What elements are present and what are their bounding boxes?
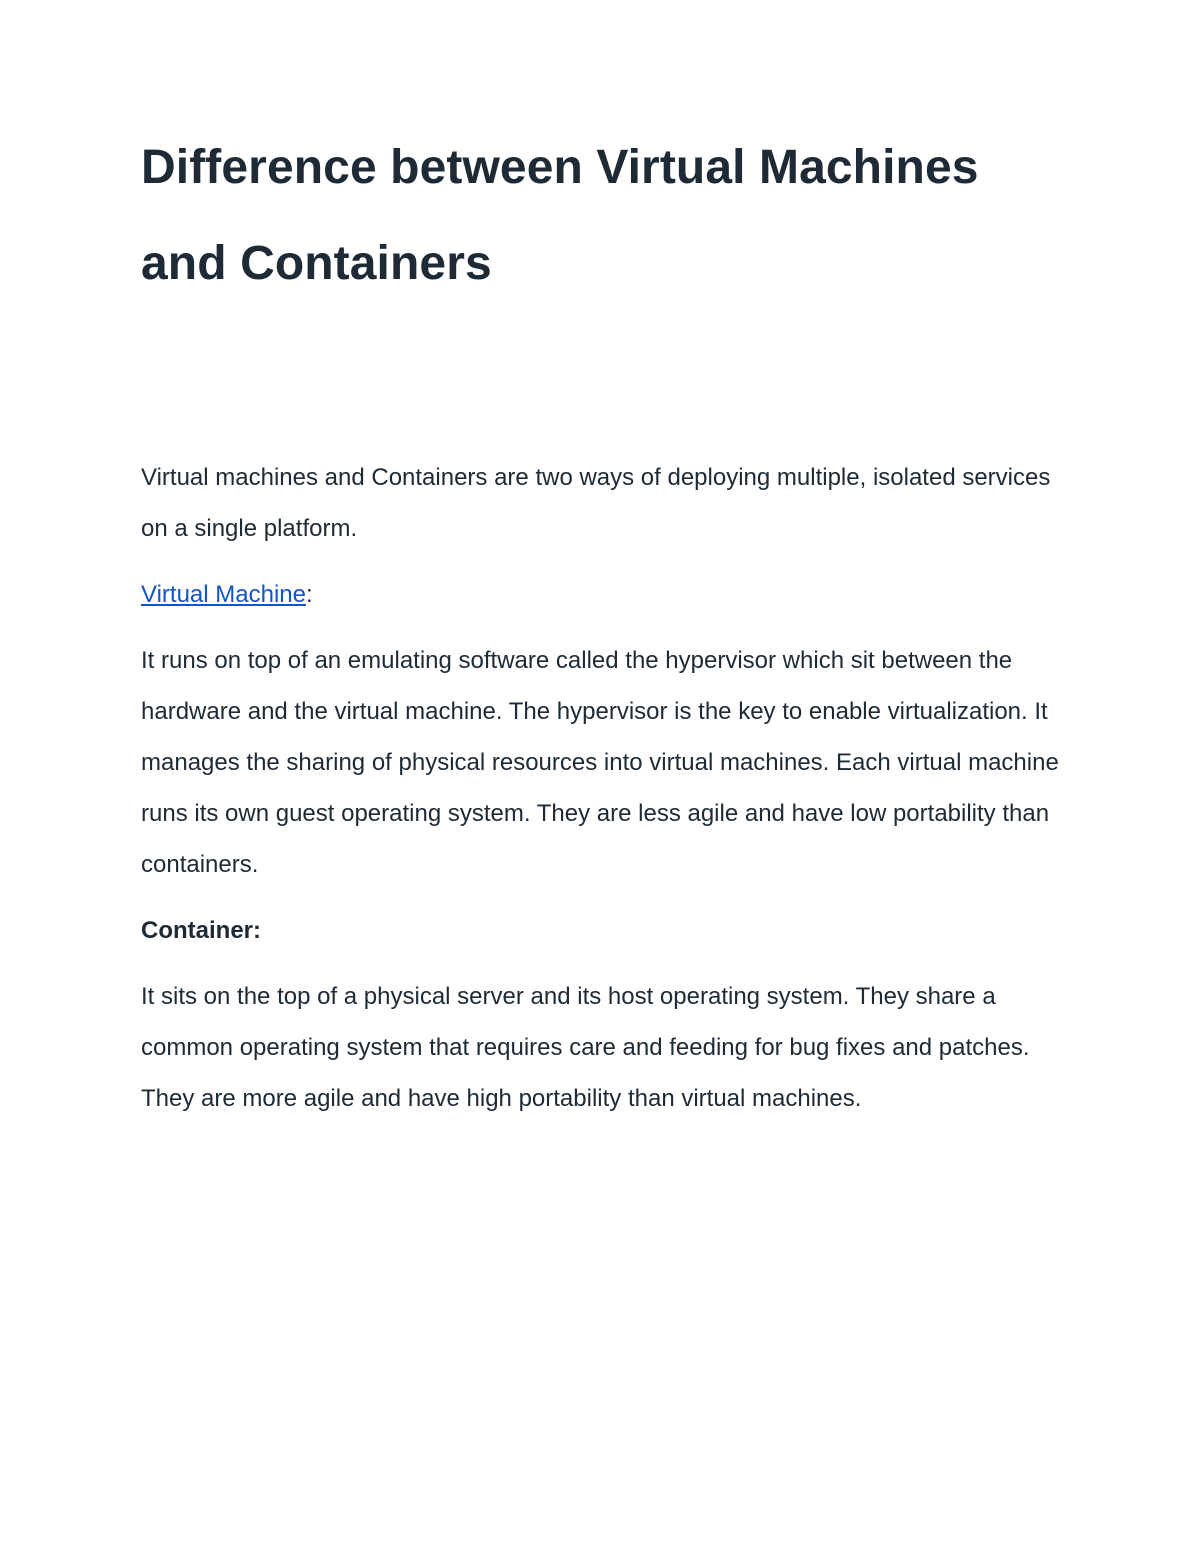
intro-paragraph: Virtual machines and Containers are two ways of deploying multiple, isolated services on a single platform. xyxy=(141,464,1051,542)
virtual-machine-paragraph: It runs on top of an emulating software called the hypervisor which sit between the hardware and the virtual machine. The hypervisor is the key to enable virtualization. It manages the sharing of physical resources into virtual machines. Each virtual machine runs its own guest operating system. They are less agile and have low portability than containers. xyxy=(141,647,1059,878)
section-heading-colon: : xyxy=(305,581,313,608)
section-heading-virtual-machine xyxy=(141,569,1071,620)
document-title: Difference between Virtual Machines and Containers xyxy=(141,141,979,290)
document-content xyxy=(141,120,1071,1124)
virtual-machine-link[interactable]: Virtual Machine xyxy=(141,581,306,608)
section-heading-container: Container: xyxy=(141,917,261,944)
container-paragraph: It sits on the top of a physical server and its host operating system. They share a common operating system that requires care and feeding for bug fixes and patches. They are more agile and have high portability than virtual machines. xyxy=(141,983,1030,1112)
